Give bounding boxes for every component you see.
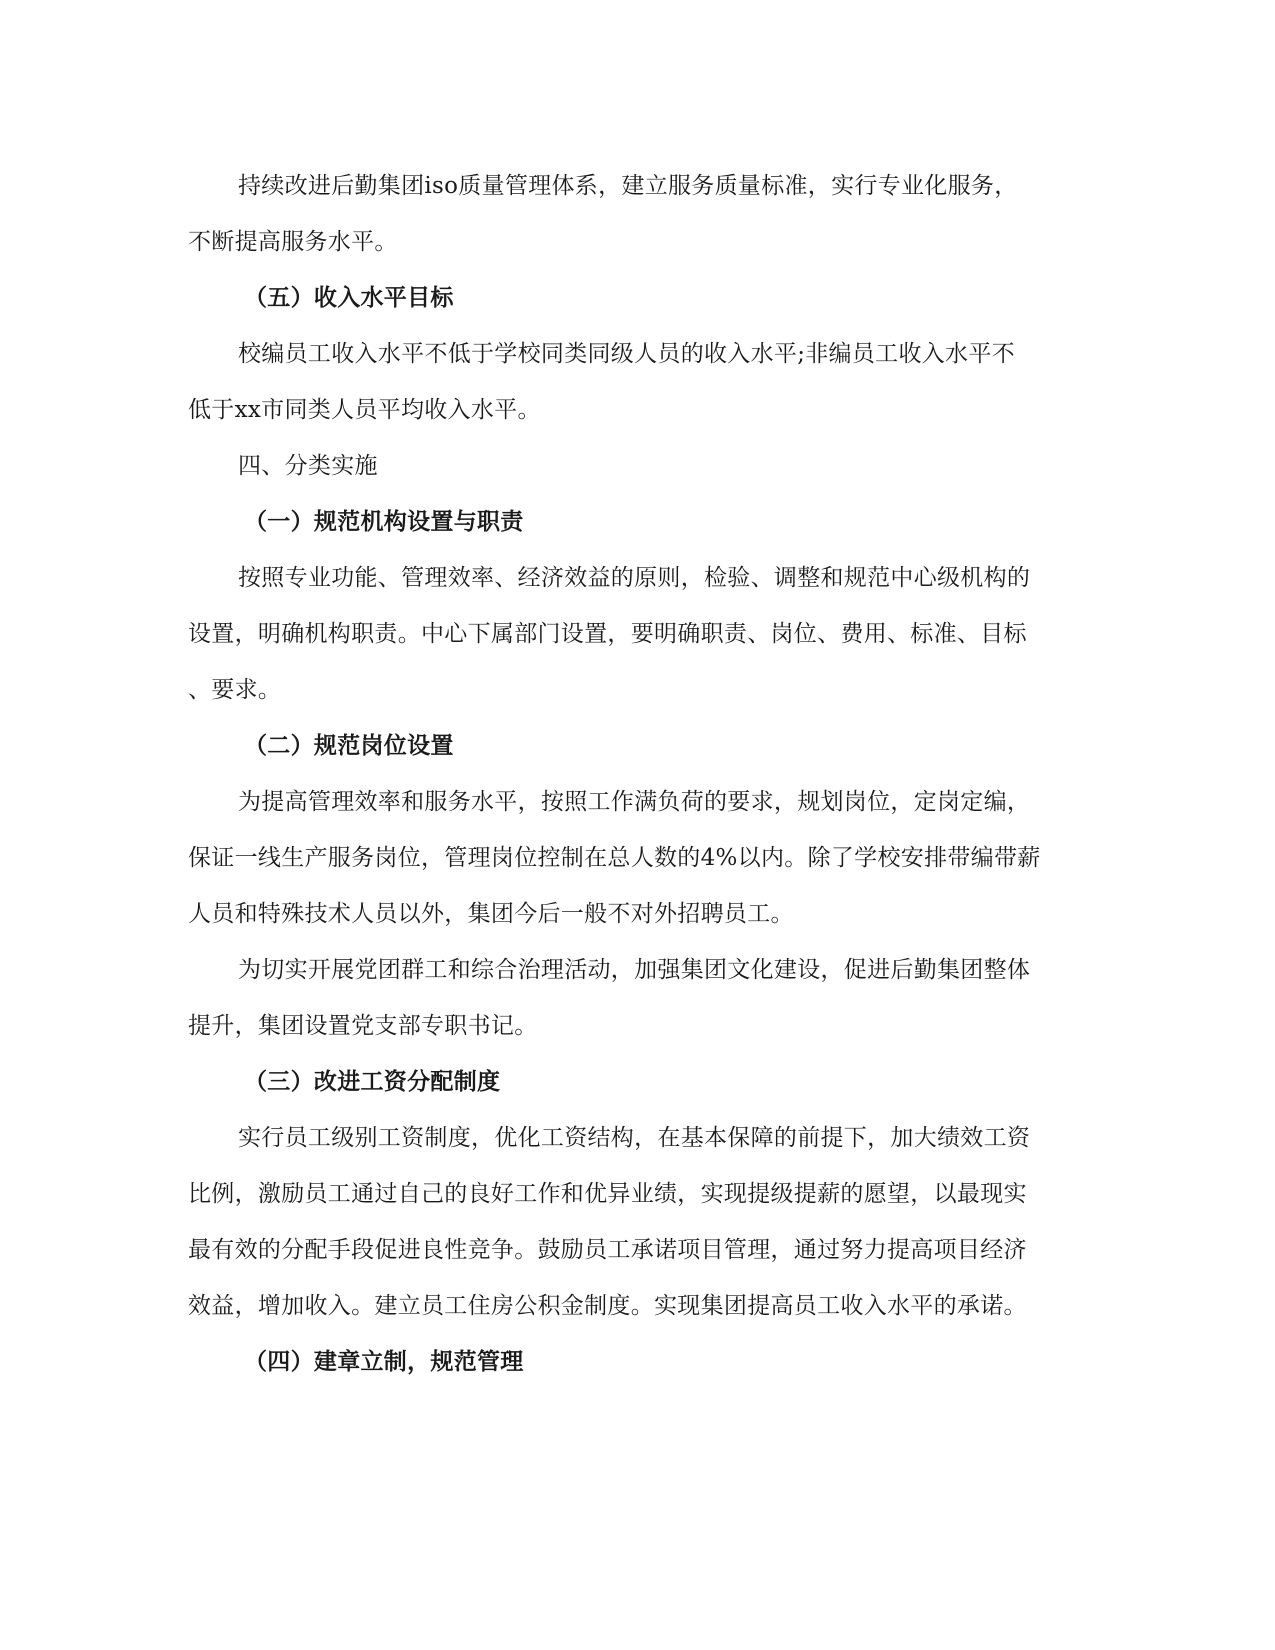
paragraph-line: 校编员工收入水平不低于学校同类同级人员的收入水平;非编员工收入水平不 <box>238 341 1015 367</box>
paragraph-line: 最有效的分配手段促进良性竞争。鼓励员工承诺项目管理，通过努力提高项目经济 <box>188 1237 1027 1263</box>
section-heading: （五）收入水平目标 <box>244 284 454 311</box>
paragraph-line: 人员和特殊技术人员以外，集团今后一般不对外招聘员工。 <box>188 901 794 927</box>
paragraph-line: 保证一线生产服务岗位，管理岗位控制在总人数的4%以内。除了学校安排带编带薪 <box>188 845 1041 871</box>
paragraph-line: 为提高管理效率和服务水平，按照工作满负荷的要求，规划岗位，定岗定编， <box>238 789 1031 815</box>
paragraph-line: 效益，增加收入。建立员工住房公积金制度。实现集团提高员工收入水平的承诺。 <box>188 1293 1027 1319</box>
paragraph-line: 低于xx市同类人员平均收入水平。 <box>188 397 541 423</box>
paragraph-line: 比例，激励员工通过自己的良好工作和优异业绩，实现提级提薪的愿望，以最现实 <box>188 1181 1027 1207</box>
chapter-heading: 四、分类实施 <box>238 453 378 479</box>
section-heading: （四）建章立制，规范管理 <box>244 1348 524 1375</box>
section-heading: （三）改进工资分配制度 <box>244 1068 501 1095</box>
section-heading: （二）规范岗位设置 <box>244 732 454 759</box>
paragraph-line: 提升，集团设置党支部专职书记。 <box>188 1013 538 1039</box>
paragraph-line: 、要求。 <box>188 677 282 703</box>
paragraph-line: 实行员工级别工资制度，优化工资结构，在基本保障的前提下，加大绩效工资 <box>238 1125 1031 1151</box>
section-heading: （一）规范机构设置与职责 <box>244 508 524 535</box>
paragraph-line: 持续改进后勤集团iso质量管理体系，建立服务质量标准，实行专业化服务， <box>238 173 1018 199</box>
paragraph-line: 为切实开展党团群工和综合治理活动，加强集团文化建设，促进后勤集团整体 <box>238 957 1031 983</box>
paragraph-line: 不断提高服务水平。 <box>188 229 398 255</box>
paragraph-line: 设置，明确机构职责。中心下属部门设置，要明确职责、岗位、费用、标准、目标 <box>188 621 1027 647</box>
paragraph-line: 按照专业功能、管理效率、经济效益的原则，检验、调整和规范中心级机构的 <box>238 565 1031 591</box>
